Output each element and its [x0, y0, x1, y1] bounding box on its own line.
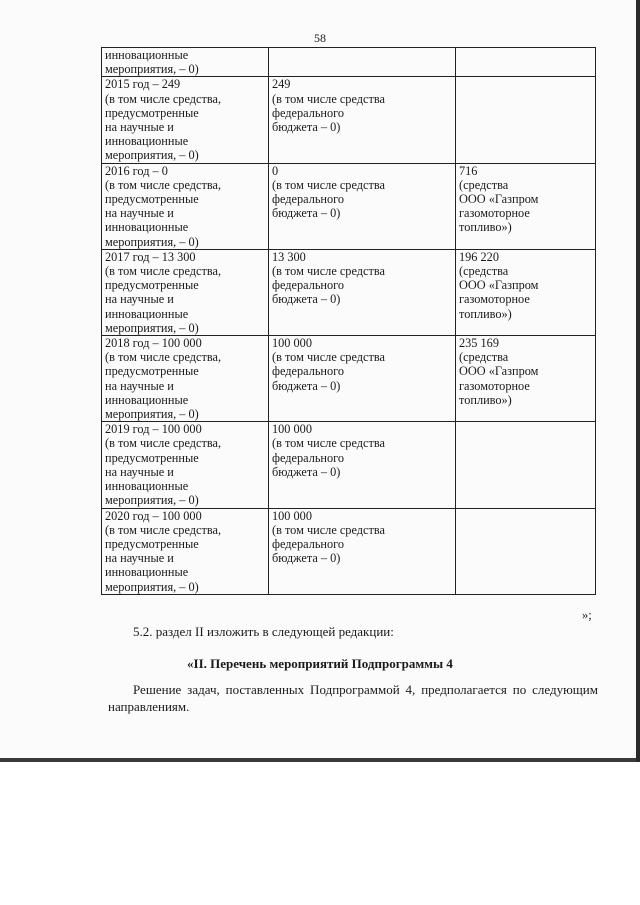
cell-line: (в том числе средства, — [105, 91, 222, 106]
table-row — [102, 77, 596, 163]
cell-line: мероприятия, – 0) — [105, 320, 199, 335]
cell-line: инновационные — [105, 220, 189, 235]
cell-line: федерального — [272, 536, 345, 551]
cell-line: на научные и — [105, 206, 174, 221]
cell-line: (средства — [459, 177, 509, 192]
cell-text — [105, 77, 268, 162]
table-row — [102, 422, 596, 508]
amendment-paragraph: 5.2. раздел II изложить в следующей редакции: — [133, 624, 394, 639]
cell-text — [105, 509, 268, 594]
cell-line: федерального — [272, 364, 345, 379]
table-row — [102, 249, 596, 335]
cell-line: (в том числе средства, — [105, 436, 222, 451]
cell-line: бюджета – 0) — [272, 206, 341, 221]
cell-line: 13 300 — [272, 249, 306, 264]
cell-line: федерального — [272, 278, 345, 293]
cell-line: (в том числе средства, — [105, 522, 222, 537]
cell-text — [272, 336, 455, 393]
table-row — [102, 163, 596, 249]
cell-line: инновационные — [105, 565, 189, 580]
cell-line: топливо») — [459, 220, 512, 235]
table-cell — [456, 77, 596, 163]
cell-line: бюджета – 0) — [272, 551, 341, 566]
cell-line: федерального — [272, 450, 345, 465]
cell-line: (в том числе средства — [272, 522, 385, 537]
table-cell — [102, 508, 269, 594]
cell-text — [272, 509, 455, 566]
cell-line: 235 169 — [459, 336, 499, 351]
cell-line: инновационные — [105, 479, 189, 494]
cell-line: на научные и — [105, 120, 174, 135]
cell-line: мероприятия, – 0) — [105, 407, 199, 422]
cell-line: 2018 год – 100 000 — [105, 336, 202, 351]
cell-line: предусмотренные — [105, 536, 199, 551]
cell-line: 2019 год – 100 000 — [105, 422, 202, 437]
cell-line: предусмотренные — [105, 192, 199, 207]
cell-line: ООО «Газпром — [459, 278, 539, 293]
cell-text — [105, 48, 268, 76]
table-cell — [456, 48, 596, 77]
cell-text — [459, 164, 595, 235]
cell-line: инновационные — [105, 392, 189, 407]
cell-line: 100 000 — [272, 508, 312, 523]
cell-line: бюджета – 0) — [272, 378, 341, 393]
cell-line: бюджета – 0) — [272, 464, 341, 479]
cell-text — [459, 336, 595, 407]
table-cell — [269, 249, 456, 335]
table-cell — [269, 48, 456, 77]
cell-line: предусмотренные — [105, 450, 199, 465]
cell-text — [105, 336, 268, 421]
cell-text — [459, 250, 595, 321]
section-heading: «II. Перечень мероприятий Подпрограммы 4 — [187, 656, 453, 671]
cell-line: на научные и — [105, 378, 174, 393]
cell-line: на научные и — [105, 464, 174, 479]
cell-line: (в том числе средства, — [105, 350, 222, 365]
cell-line: ООО «Газпром — [459, 364, 539, 379]
cell-line: мероприятия, – 0) — [105, 234, 199, 249]
table-row — [102, 48, 596, 77]
cell-line: (средства — [459, 264, 509, 279]
table-cell — [456, 422, 596, 508]
table-cell — [269, 336, 456, 422]
table-cell — [456, 508, 596, 594]
table-cell — [456, 249, 596, 335]
cell-line: 100 000 — [272, 336, 312, 351]
cell-line: газомоторное — [459, 378, 530, 393]
table-cell — [102, 249, 269, 335]
cell-line: 2020 год – 100 000 — [105, 508, 202, 523]
cell-line: предусмотренные — [105, 105, 199, 120]
closing-quote: »; — [582, 608, 592, 622]
table-cell — [102, 422, 269, 508]
cell-line: на научные и — [105, 292, 174, 307]
cell-line: 249 — [272, 77, 291, 92]
funding-table-body — [102, 48, 596, 595]
cell-line: бюджета – 0) — [272, 292, 341, 307]
cell-line: 2015 год – 249 — [105, 77, 181, 92]
funding-table — [101, 47, 596, 595]
cell-line: (в том числе средства — [272, 264, 385, 279]
cell-line: инновационные — [105, 48, 189, 62]
table-cell — [269, 508, 456, 594]
cell-text — [272, 164, 455, 221]
cell-line: (в том числе средства, — [105, 177, 222, 192]
cell-line: ООО «Газпром — [459, 192, 539, 207]
cell-text — [272, 250, 455, 307]
cell-line: (в том числе средства, — [105, 264, 222, 279]
table-cell — [102, 163, 269, 249]
cell-line: предусмотренные — [105, 364, 199, 379]
table-cell — [269, 422, 456, 508]
cell-line: газомоторное — [459, 206, 530, 221]
table-cell — [269, 77, 456, 163]
table-cell — [456, 163, 596, 249]
body-paragraph: Решение задач, поставленных Подпрограммой 4, предполагается по следующим направлениям. — [108, 682, 598, 714]
cell-line: (в том числе средства — [272, 350, 385, 365]
cell-text — [105, 250, 268, 335]
cell-line: газомоторное — [459, 292, 530, 307]
cell-line: бюджета – 0) — [272, 120, 341, 135]
cell-text — [105, 164, 268, 249]
table-cell — [102, 48, 269, 77]
cell-line: 716 — [459, 163, 478, 178]
table-cell — [269, 163, 456, 249]
table-cell — [102, 77, 269, 163]
cell-line: мероприятия, – 0) — [105, 62, 199, 77]
cell-line: инновационные — [105, 306, 189, 321]
cell-text — [105, 422, 268, 507]
table-cell — [456, 336, 596, 422]
cell-line: мероприятия, – 0) — [105, 148, 199, 163]
cell-line: топливо») — [459, 306, 512, 321]
cell-line: (в том числе средства — [272, 436, 385, 451]
cell-line: 2016 год – 0 — [105, 163, 168, 178]
table-row — [102, 336, 596, 422]
cell-line: топливо») — [459, 392, 512, 407]
cell-text — [272, 77, 455, 134]
cell-line: (средства — [459, 350, 509, 365]
table-cell — [102, 336, 269, 422]
cell-line: 0 — [272, 163, 279, 178]
cell-line: федерального — [272, 105, 345, 120]
page-number: 58 — [314, 31, 326, 45]
table-row — [102, 508, 596, 594]
cell-line: 100 000 — [272, 422, 312, 437]
cell-line: (в том числе средства — [272, 91, 385, 106]
cell-line: на научные и — [105, 551, 174, 566]
cell-line: (в том числе средства — [272, 177, 385, 192]
cell-line: мероприятия, – 0) — [105, 493, 199, 508]
cell-line: 2017 год – 13 300 — [105, 249, 196, 264]
cell-line: федерального — [272, 192, 345, 207]
cell-line: инновационные — [105, 134, 189, 149]
cell-text — [272, 422, 455, 479]
cell-line: мероприятия, – 0) — [105, 579, 199, 594]
cell-line: предусмотренные — [105, 278, 199, 293]
cell-line: 196 220 — [459, 249, 499, 264]
